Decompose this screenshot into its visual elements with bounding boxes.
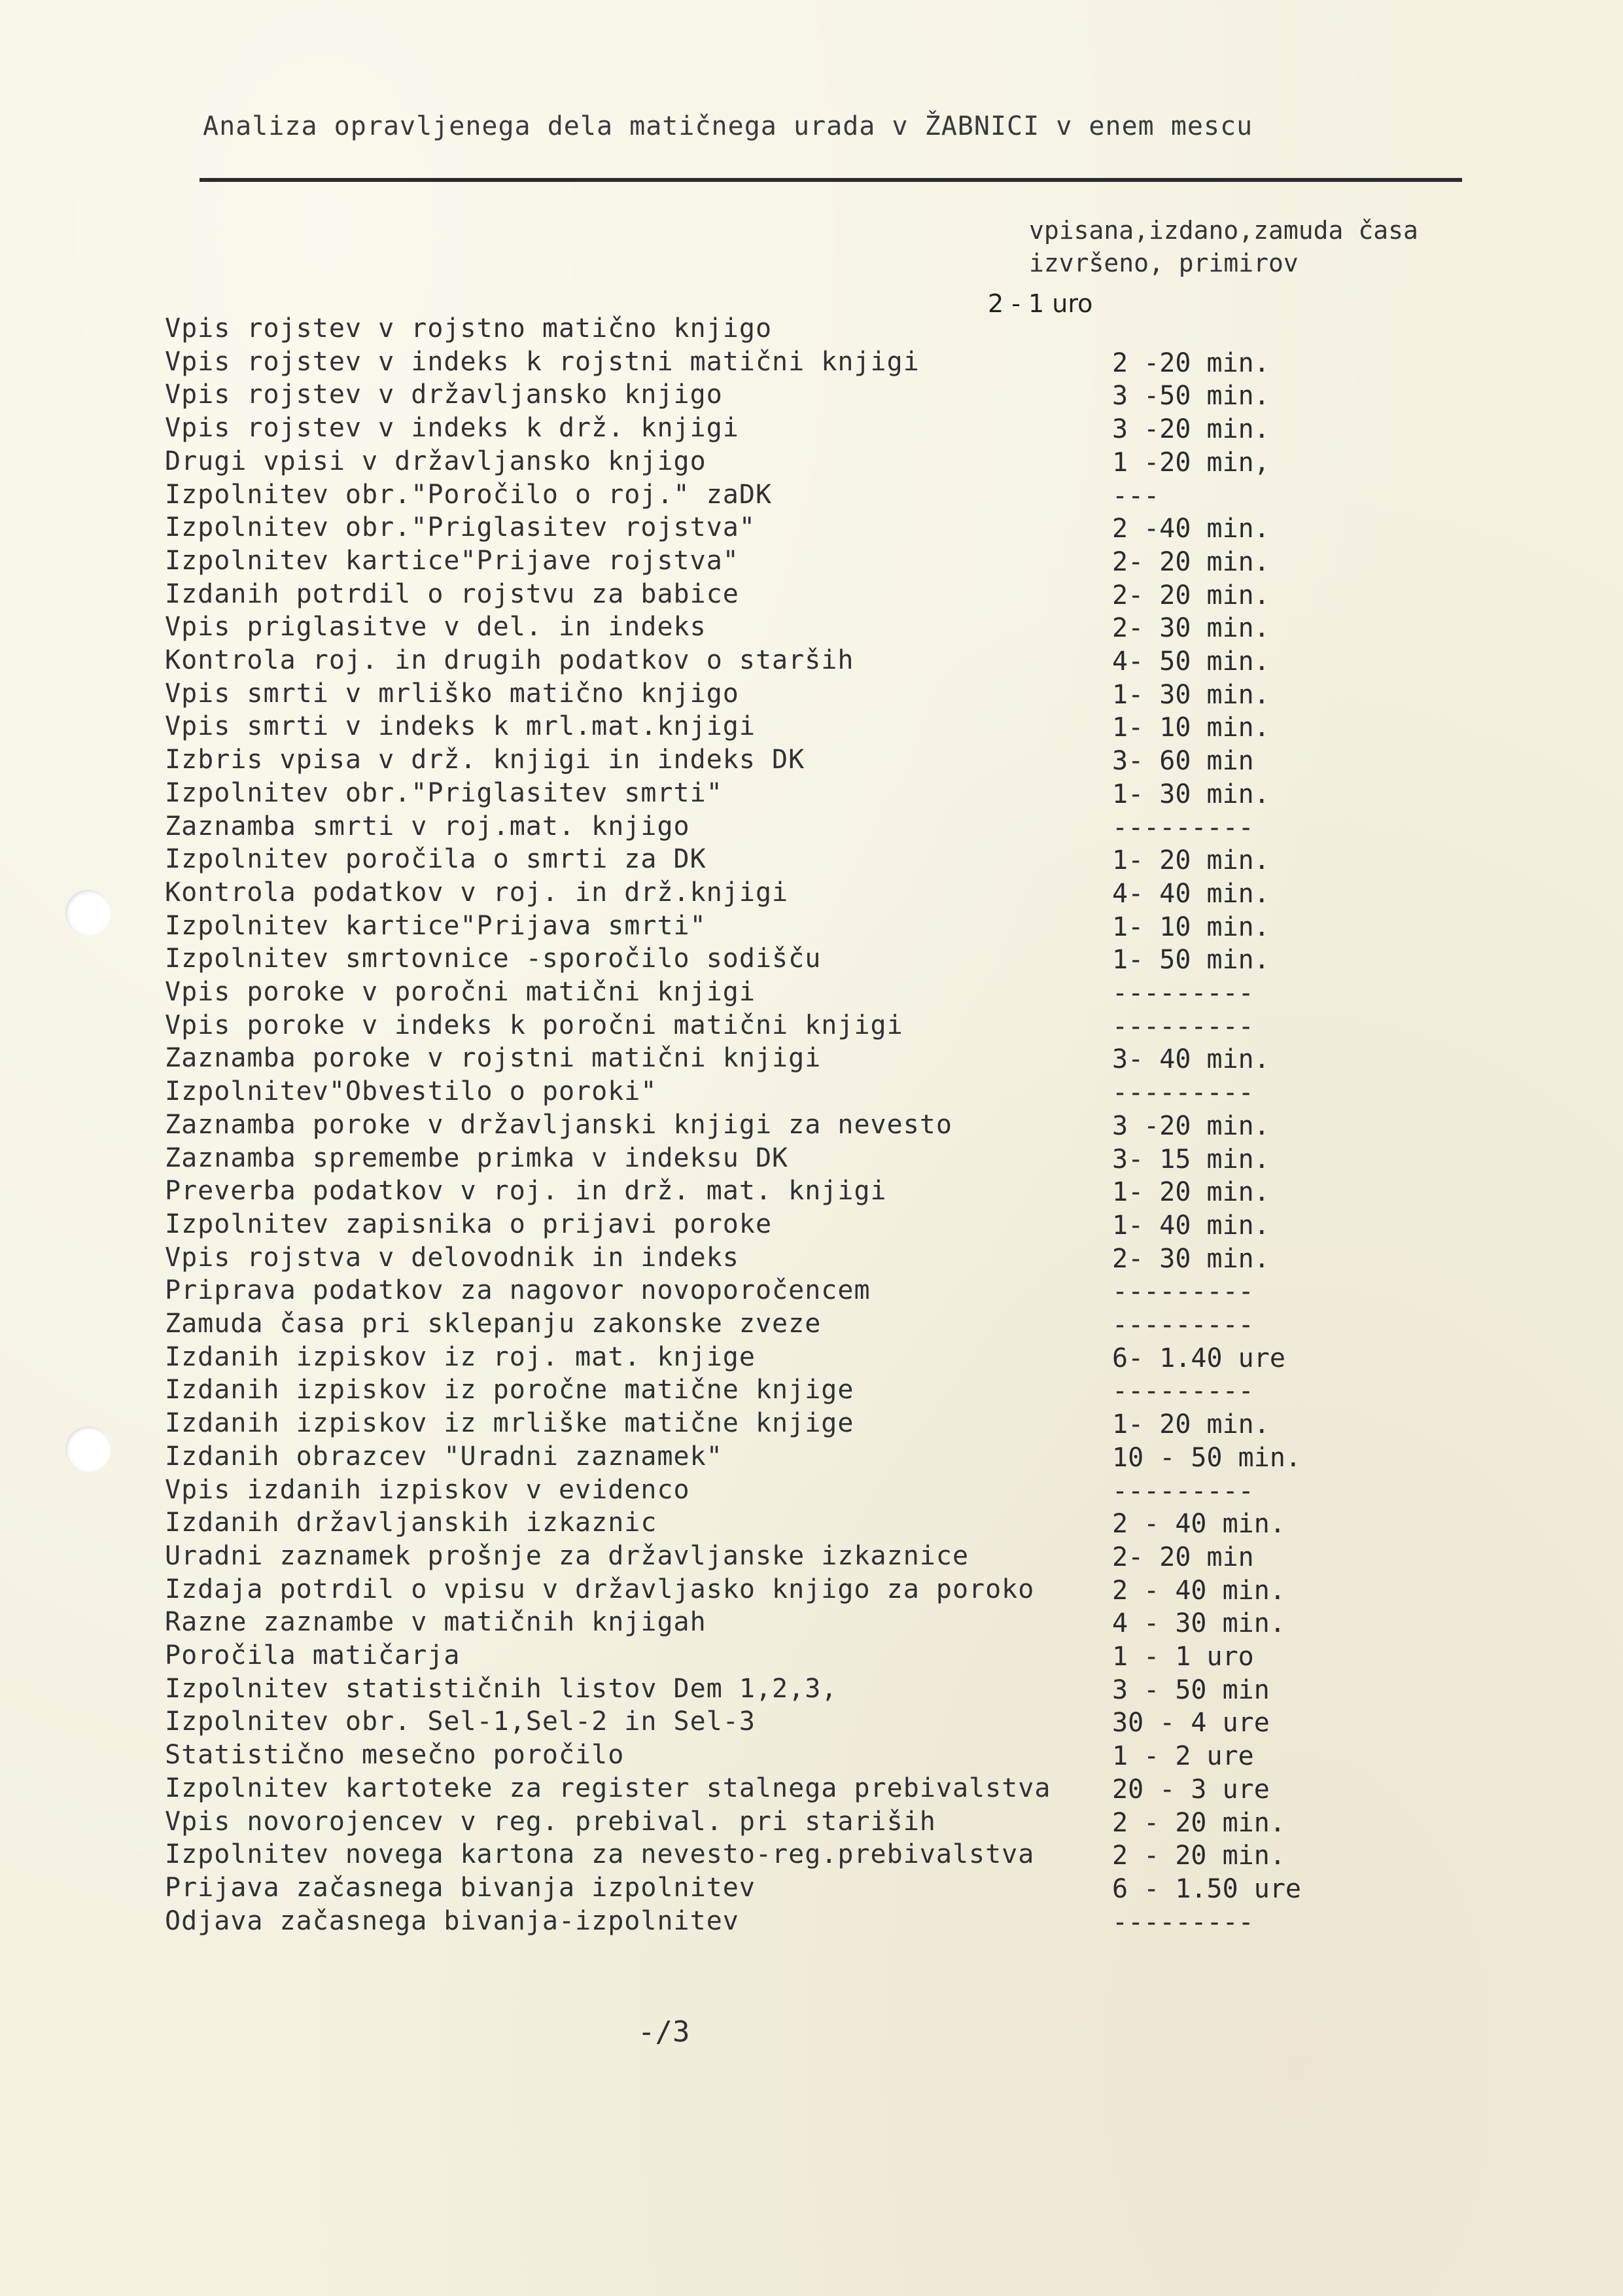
column-header-line1: vpisana,izdano,zamuda časa xyxy=(1029,216,1418,245)
task-label: Vpis poroke v poročni matični knjigi xyxy=(165,977,756,1007)
task-value: 4- 50 min. xyxy=(1112,646,1270,677)
task-value: 2- 20 min xyxy=(1112,1542,1254,1572)
task-label: Vpis izdanih izpiskov v evidenco xyxy=(165,1475,690,1505)
page-number: -/3 xyxy=(638,2015,690,2049)
task-label: Izdanih izpiskov iz roj. mat. knjige xyxy=(165,1342,756,1372)
task-value: 3- 40 min. xyxy=(1112,1044,1270,1074)
task-label: Vpis rojstev v indeks k drž. knjigi xyxy=(165,413,739,443)
task-label: Izpolnitev zapisnika o prijavi poroke xyxy=(165,1209,773,1239)
task-value: --------- xyxy=(1112,1078,1254,1108)
punch-hole-lower xyxy=(65,1426,111,1472)
punch-hole-upper xyxy=(65,890,111,936)
task-label: Zaznamba spremembe primka v indeksu DK xyxy=(165,1143,789,1173)
task-value: 1- 30 min. xyxy=(1112,779,1270,809)
task-label: Zaznamba smrti v roj.mat. knjigo xyxy=(165,811,690,841)
task-label: Vpis smrti v mrliško matično knjigo xyxy=(165,679,739,709)
task-label: Izdanih državljanskih izkaznic xyxy=(165,1508,657,1538)
task-value: 1- 50 min. xyxy=(1112,945,1270,975)
task-label: Izpolnitev obr. Sel-1,Sel-2 in Sel-3 xyxy=(165,1706,756,1737)
task-label: Izpolnitev kartice"Prijava smrti" xyxy=(165,911,707,941)
task-label: Kontrola roj. in drugih podatkov o starših xyxy=(165,645,854,675)
task-value: 1 - 1 uro xyxy=(1112,1642,1254,1672)
task-label: Vpis rojstev v državljansko knjigo xyxy=(165,380,723,410)
task-label: Kontrola podatkov v roj. in drž.knjigi xyxy=(165,877,789,908)
task-label: Izdaja potrdil o vpisu v državljasko knjigo za poroko xyxy=(165,1574,1035,1604)
task-label: Izpolnitev novega kartona za nevesto-reg.prebivalstva xyxy=(165,1839,1035,1869)
task-value: 2 - 40 min. xyxy=(1112,1509,1285,1539)
task-value: 1- 40 min. xyxy=(1112,1210,1270,1241)
task-label: Izdanih potrdil o rojstvu za babice xyxy=(165,579,739,609)
task-value: 1 - 2 ure xyxy=(1112,1741,1254,1771)
task-value: 1- 20 min. xyxy=(1112,1177,1270,1207)
task-label: Statistično mesečno poročilo xyxy=(165,1740,625,1770)
task-label: Izpolnitev kartoteke za register stalnega prebivalstva xyxy=(165,1773,1051,1803)
task-label: Izpolnitev kartice"Prijave rojstva" xyxy=(165,546,739,576)
task-value: 1- 30 min. xyxy=(1112,680,1270,710)
task-label: Preverba podatkov v roj. in drž. mat. knjigi xyxy=(165,1176,887,1206)
task-value: --------- xyxy=(1112,1376,1254,1406)
task-value: 2- 20 min. xyxy=(1112,580,1270,610)
task-label: Izpolnitev statističnih listov Dem 1,2,3, xyxy=(165,1674,838,1704)
task-label: Vpis rojstva v delovodnik in indeks xyxy=(165,1243,739,1273)
task-label: Odjava začasnega bivanja-izpolnitev xyxy=(165,1906,739,1936)
task-value: 1- 20 min. xyxy=(1112,845,1270,875)
task-label: Drugi vpisi v državljansko knjigo xyxy=(165,446,707,476)
task-value: --------- xyxy=(1112,1310,1254,1340)
task-value: 2 - 20 min. xyxy=(1112,1808,1285,1838)
task-label: Izpolnitev obr."Poročilo o roj." zaDK xyxy=(165,480,773,510)
task-value: --------- xyxy=(1112,1907,1254,1937)
task-value: 2- 30 min. xyxy=(1112,613,1270,643)
task-value: 1 -20 min, xyxy=(1112,448,1270,478)
task-label: Vpis smrti v indeks k mrl.mat.knjigi xyxy=(165,711,756,741)
task-label: Izpolnitev"Obvestilo o poroki" xyxy=(165,1076,657,1106)
task-label: Vpis novorojencev v reg. prebival. pri stariših xyxy=(165,1807,936,1837)
title-underline xyxy=(200,178,1462,182)
task-label: Zaznamba poroke v rojstni matični knjigi xyxy=(165,1043,822,1073)
task-label: Izdanih izpiskov iz poročne matične knjige xyxy=(165,1375,854,1405)
task-label: Vpis poroke v indeks k poročni matični knjigi xyxy=(165,1010,903,1040)
document-title: Analiza opravljenega dela matičnega urada v ŽABNICI v enem mescu xyxy=(203,111,1253,141)
task-label: Izpolnitev obr."Priglasitev rojstva" xyxy=(165,512,756,542)
task-label: Vpis priglasitve v del. in indeks xyxy=(165,612,707,642)
task-value: 3 -50 min. xyxy=(1112,381,1270,411)
task-value: 10 - 50 min. xyxy=(1112,1443,1301,1473)
task-value: 6 - 1.50 ure xyxy=(1112,1874,1301,1904)
task-label: Izdanih izpiskov iz mrliške matične knjige xyxy=(165,1408,854,1438)
first-row-handwritten-value: 2 - 1 uro xyxy=(988,289,1093,318)
task-value: 2 - 40 min. xyxy=(1112,1576,1285,1606)
task-value: 3- 15 min. xyxy=(1112,1144,1270,1174)
task-label: Razne zaznambe v matičnih knjigah xyxy=(165,1607,707,1637)
task-value: 1- 10 min. xyxy=(1112,912,1270,942)
task-value: --------- xyxy=(1112,813,1254,843)
task-label: Prijava začasnega bivanja izpolnitev xyxy=(165,1873,756,1903)
task-value: --------- xyxy=(1112,1277,1254,1307)
task-value: 3 -20 min. xyxy=(1112,414,1270,444)
task-label: Priprava podatkov za nagovor novoporočencem xyxy=(165,1275,871,1305)
task-value: 6- 1.40 ure xyxy=(1112,1343,1285,1373)
task-value: 2 -40 min. xyxy=(1112,514,1270,544)
task-label: Izbris vpisa v drž. knjigi in indeks DK xyxy=(165,745,805,775)
task-value: --------- xyxy=(1112,978,1254,1008)
task-label: Izdanih obrazcev "Uradni zaznamek" xyxy=(165,1441,723,1472)
task-label: Izpolnitev smrtovnice -sporočilo sodišču xyxy=(165,944,822,974)
task-value: --- xyxy=(1112,481,1160,511)
task-label: Zamuda časa pri sklepanju zakonske zveze xyxy=(165,1309,822,1339)
task-label: Poročila matičarja xyxy=(165,1640,461,1670)
task-value: 3 - 50 min xyxy=(1112,1675,1270,1705)
task-value: 3 -20 min. xyxy=(1112,1111,1270,1141)
task-value: --------- xyxy=(1112,1012,1254,1042)
task-value: 2 -20 min. xyxy=(1112,348,1270,378)
task-label: Vpis rojstev v rojstno matično knjigo xyxy=(165,313,773,344)
task-value: 2 - 20 min. xyxy=(1112,1841,1285,1871)
task-value: 2- 20 min. xyxy=(1112,547,1270,577)
task-value: 3- 60 min xyxy=(1112,746,1254,776)
column-header-line2: izvršeno, primirov xyxy=(1029,249,1299,277)
task-value: 4 - 30 min. xyxy=(1112,1608,1285,1638)
task-value: 4- 40 min. xyxy=(1112,879,1270,909)
task-value: --------- xyxy=(1112,1476,1254,1506)
task-label: Zaznamba poroke v državljanski knjigi za nevesto xyxy=(165,1110,952,1140)
task-value: 20 - 3 ure xyxy=(1112,1775,1270,1805)
task-label: Izpolnitev poročila o smrti za DK xyxy=(165,844,707,874)
task-label: Vpis rojstev v indeks k rojstni matični knjigi xyxy=(165,347,920,377)
task-value: 1- 10 min. xyxy=(1112,713,1270,743)
task-label: Izpolnitev obr."Priglasitev smrti" xyxy=(165,778,723,808)
task-value: 1- 20 min. xyxy=(1112,1409,1270,1439)
task-value: 2- 30 min. xyxy=(1112,1244,1270,1274)
task-value: 30 - 4 ure xyxy=(1112,1708,1270,1738)
task-label: Uradni zaznamek prošnje za državljanske izkaznice xyxy=(165,1541,969,1571)
